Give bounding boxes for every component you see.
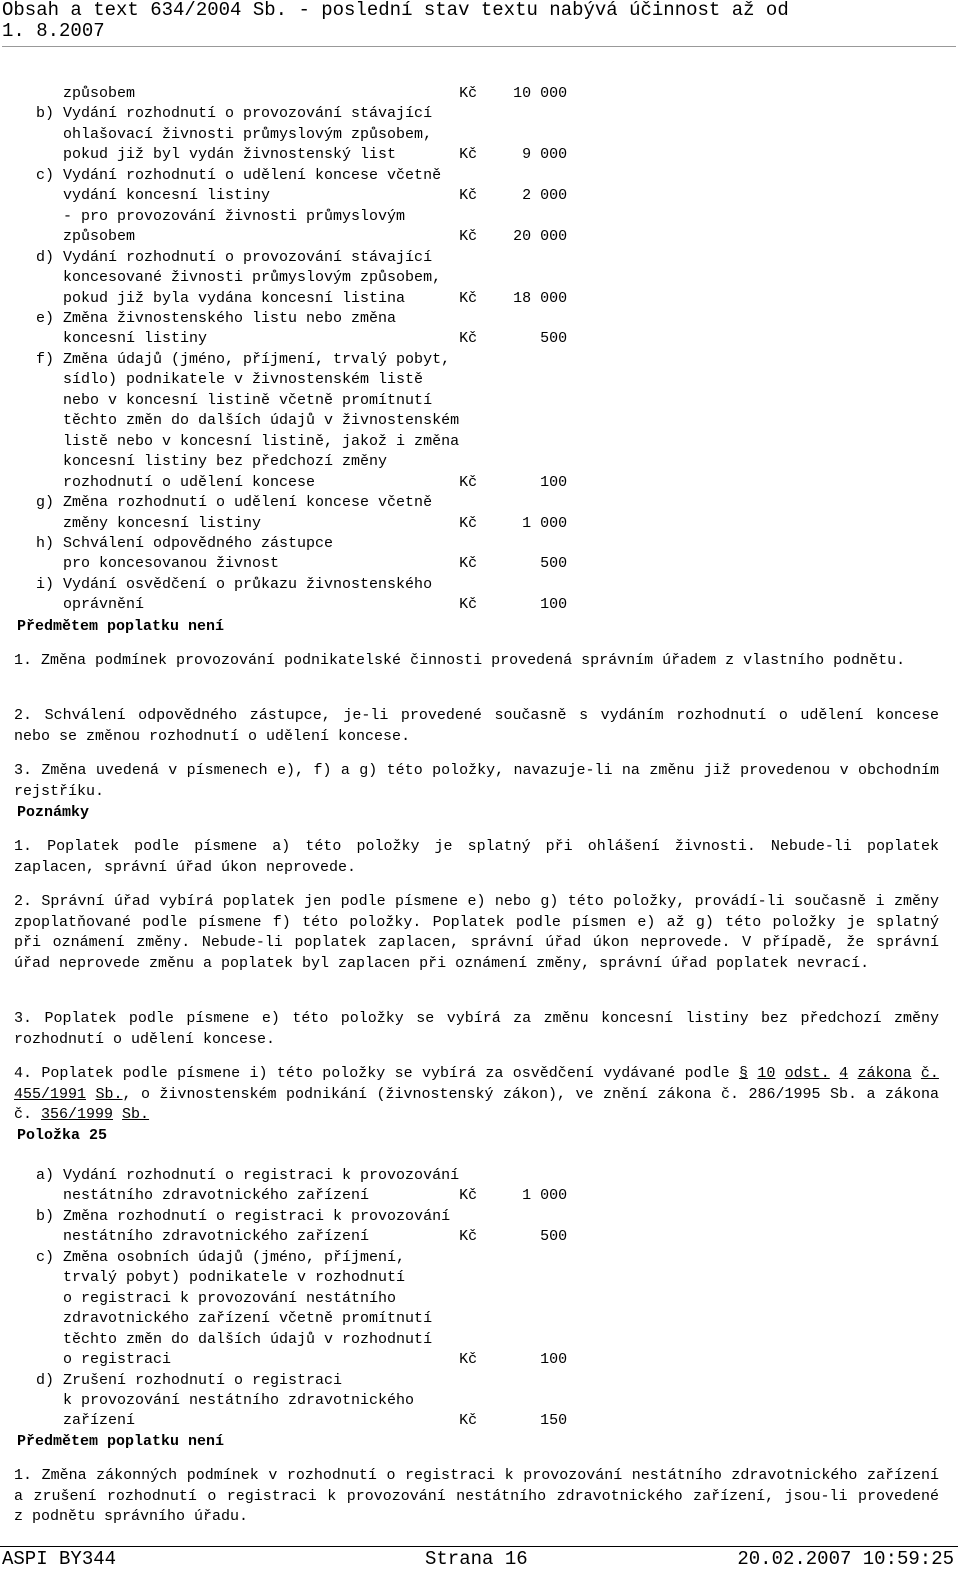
fee-list-line: sídlo) podnikatele v živnostenském listě: [36, 371, 424, 389]
exempt-item-2: 2. Schválení odpovědného zástupce, je-li provedené současně s vydáním rozhodnutí o udělení koncese nebo se změnou rozhodnutí o udělení koncese.: [14, 707, 939, 745]
footer-doc-id: ASPI BY344: [2, 1548, 117, 1570]
fee-list-25-line: trvalý pobyt) podnikatele v rozhodnutí: [36, 1269, 406, 1287]
exempt-2-item-1: 1. Změna zákonných podmínek v rozhodnutí o registraci k provozování nestátního zdravotnického zařízení a zrušení rozhodnutí o registraci k provozování nestátního zdravotnického zařízení, jsou-li provedené z podnětu správního úřadu.: [14, 1467, 939, 1526]
fee-list-line: listě nebo v koncesní listině, jakož i změna: [36, 432, 460, 450]
link-sb[interactable]: Sb.: [95, 1085, 123, 1103]
fee-list-line: změny koncesní listiny Kč 1 000: [36, 514, 568, 532]
fee-list-line: h) Schválení odpovědného zástupce: [36, 534, 334, 552]
fee-list-line: c) Vydání rozhodnutí o udělení koncese včetně: [36, 166, 442, 184]
link-sb-2[interactable]: Sb.: [122, 1106, 150, 1124]
fee-list-line: oprávnění Kč 100: [36, 596, 568, 614]
item-25-heading: Položka 25: [17, 1127, 108, 1144]
link-odst[interactable]: odst.: [784, 1065, 830, 1082]
header-date: 1. 8.2007: [2, 20, 105, 42]
link-455-1991[interactable]: 455/1991: [14, 1085, 87, 1103]
fee-list-line: rozhodnutí o udělení koncese Kč 100: [36, 473, 568, 491]
fee-list-25-line: d) Zrušení rozhodnutí o registraci: [36, 1371, 343, 1389]
note-4-text-b: , o živnostenském podnikání (živnostenský zákon), ve znění zákona č. 286/1995 Sb. a zákona č.: [14, 1085, 939, 1124]
fee-list-line: d) Vydání rozhodnutí o provozování stávající: [36, 248, 433, 266]
note-2: 2. Správní úřad vybírá poplatek jen podle písmene e) nebo g) této položky, provádí-li současně i změny zpoplatňované podle písmene f) této položky. Poplatek podle písmen e) až g) této položky je splatný při oznámení změny. Nebude-li poplatek zaplacen, správní úřad úkon neprovede. V případě, že správní úřad neprovede změnu a poplatek byl zaplacen při oznámení změny, správní úřad poplatek nevrací.: [14, 893, 939, 972]
fee-list-line: pokud již byl vydán živnostenský list Kč 9 000: [36, 146, 568, 164]
header-title: Obsah a text 634/2004 Sb. - poslední stav textu nabývá účinnost až od: [2, 0, 789, 21]
fee-list-25-line: c) Změna osobních údajů (jméno, příjmení,: [36, 1248, 406, 1266]
exempt-heading-2: Předmětem poplatku není: [17, 1433, 225, 1450]
document-header: [2, 0, 956, 47]
exempt-item-3: 3. Změna uvedená v písmenech e), f) a g) této položky, navazuje-li na změnu již provedenou v obchodním rejstříku.: [14, 762, 939, 800]
fee-list-line: vydání koncesní listiny Kč 2 000: [36, 187, 568, 205]
fee-list-25-line: těchto změn do dalších údajů v rozhodnutí: [36, 1330, 433, 1348]
fee-list-line: koncesní listiny Kč 500: [36, 330, 568, 348]
exempt-heading: Předmětem poplatku není: [17, 618, 225, 635]
note-4-text-a: 4. Poplatek podle písmene i) této položky se vybírá za osvědčení vydávané podle: [14, 1065, 739, 1082]
link-356-1999[interactable]: 356/1999: [41, 1106, 114, 1124]
note-3: 3. Poplatek podle písmene e) této položky se vybírá za změnu koncesní listiny bez předchozí změny rozhodnutí o udělení koncese.: [14, 1010, 939, 1048]
footer-page-number: Strana 16: [425, 1548, 528, 1570]
fee-list-25-line: nestátního zdravotnického zařízení Kč 1 000: [36, 1187, 568, 1205]
fee-list-item-25: [36, 1166, 567, 1432]
fee-list-25-line: zařízení Kč 150: [36, 1412, 568, 1430]
fee-list-25-line: k provozování nestátního zdravotnického: [36, 1391, 415, 1409]
exempt-item-1: 1. Změna podmínek provozování podnikatelské činnosti provedená správním úřadem z vlastního podnětu.: [14, 652, 906, 669]
fee-list-line: těchto změn do dalších údajů v živnostenském: [36, 412, 460, 430]
page-footer: [0, 1546, 958, 1571]
fee-list-25-line: a) Vydání rozhodnutí o registraci k provozování: [36, 1167, 460, 1184]
fee-list-line: koncesované živnosti průmyslovým způsobem,: [36, 269, 442, 287]
fee-list-line: - pro provozování živnosti průmyslovým: [36, 207, 406, 225]
link-10[interactable]: 10: [757, 1065, 776, 1082]
fee-list-line: ohlašovací živnosti průmyslovým způsobem,: [36, 125, 433, 143]
fee-list-line: b) Vydání rozhodnutí o provozování stávající: [36, 105, 433, 123]
link-zakona[interactable]: zákona: [857, 1065, 912, 1082]
link-paragraph[interactable]: §: [738, 1065, 748, 1082]
fee-list-line: pokud již byla vydána koncesní listina Kč 18 000: [36, 289, 568, 307]
fee-list-25-line: o registraci k provozování nestátního: [36, 1289, 397, 1307]
fee-list-line: způsobem Kč 20 000: [36, 228, 568, 246]
link-c[interactable]: č.: [920, 1065, 939, 1082]
fee-list-25-line: zdravotnického zařízení včetně promítnutí: [36, 1310, 433, 1328]
fee-list-line: koncesní listiny bez předchozí změny: [36, 453, 388, 471]
fee-list-line: i) Vydání osvědčení o průkazu živnostenského: [36, 575, 433, 593]
note-4: [14, 1064, 939, 1126]
fee-list-25-line: nestátního zdravotnického zařízení Kč 500: [36, 1228, 568, 1246]
fee-list-line: f) Změna údajů (jméno, příjmení, trvalý pobyt,: [36, 350, 451, 368]
link-4[interactable]: 4: [839, 1065, 849, 1082]
fee-list-line: e) Změna živnostenského listu nebo změna: [36, 309, 397, 327]
fee-list-line: g) Změna rozhodnutí o udělení koncese včetně: [36, 494, 433, 512]
fee-list-25-line: b) Změna rozhodnutí o registraci k provozování: [36, 1207, 451, 1225]
notes-heading: Poznámky: [17, 804, 90, 821]
note-1: 1. Poplatek podle písmene a) této položky je splatný při ohlášení živnosti. Nebude-li poplatek zaplacen, správní úřad úkon neprovede.: [14, 838, 939, 876]
fee-list-line: pro koncesovanou živnost Kč 500: [36, 555, 568, 573]
fee-list-line: způsobem Kč 10 000: [36, 85, 568, 102]
footer-timestamp: 20.02.2007 10:59:25: [737, 1548, 954, 1570]
fee-list-25-line: o registraci Kč 100: [36, 1351, 568, 1369]
fee-list-line: nebo v koncesní listině včetně promítnutí: [36, 391, 433, 409]
fee-list-section: [36, 84, 567, 616]
